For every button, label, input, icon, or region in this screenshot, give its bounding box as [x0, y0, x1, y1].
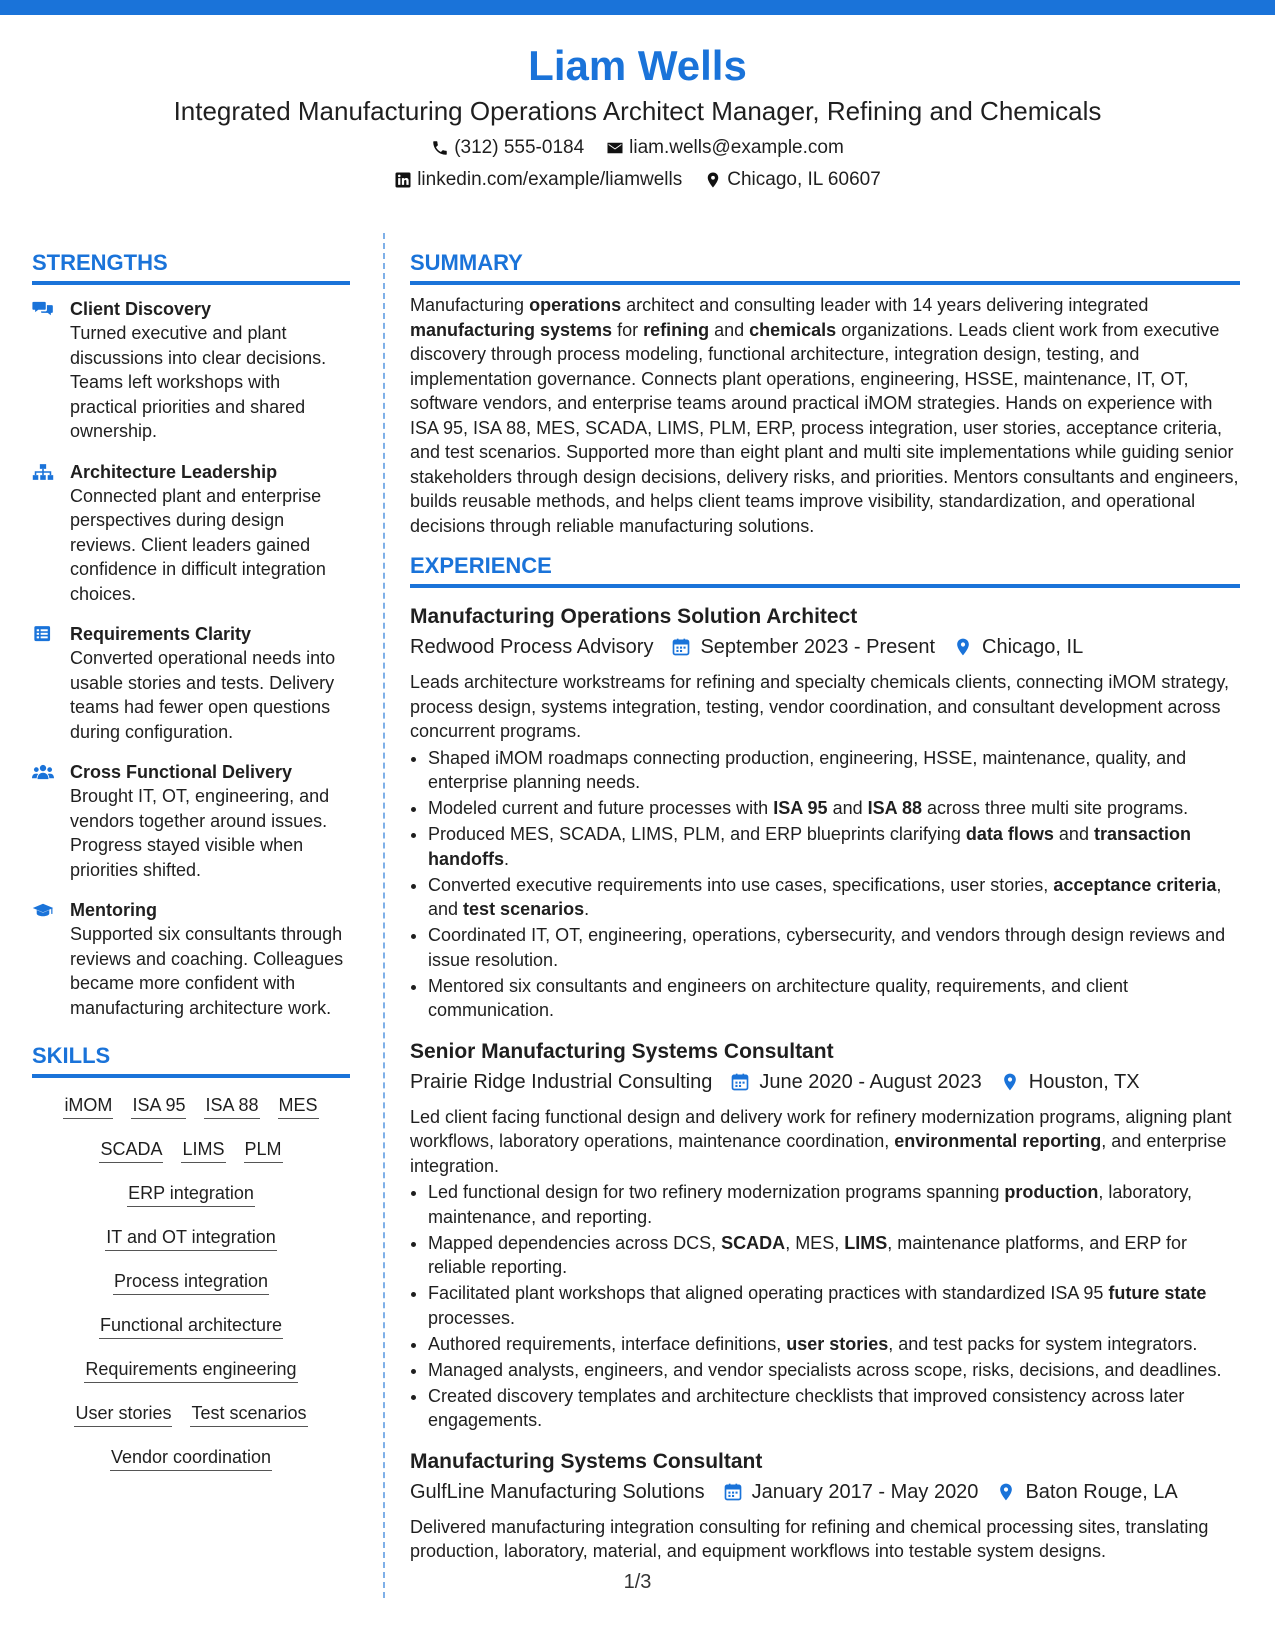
text-run: Led functional design for two refinery modernization programs spanning	[428, 1182, 1005, 1202]
bullet-item	[428, 1180, 1240, 1229]
skills-heading: SKILLS	[32, 1042, 350, 1078]
emphasis-text: operations	[529, 295, 622, 315]
skill-tag-isa-95: ISA 95	[131, 1092, 186, 1119]
skill-tag-plm: PLM	[244, 1136, 283, 1163]
bullet-item	[428, 923, 1240, 972]
strength-description: Brought IT, OT, engineering, and vendors together around issues. Progress stayed visible when priorities shifted.	[70, 786, 330, 880]
emphasis-text: SCADA	[721, 1232, 786, 1253]
job-dates	[723, 1477, 979, 1507]
text-run: organizations. Leads client work from executive discovery through process modeling, functional architecture, integration design, testing, and implementation governance. Connects plant operations, engineering, HSSE, maintenance, IT, OT, software vendors, and enterprise teams around practical iMOM strategies. Hands on experience with ISA 95, ISA 88, MES, SCADA, LIMS, PLM, ERP, process integration, user stories, acceptance criteria, and test scenarios. Supported more than eight plant and multi site implementations while guiding senior stakeholders through design decisions, delivery risks, and priorities. Mentors consultants and engineers, builds reusable methods, and helps client teams improve visibility, standardization, and operational decisions through reliable manufacturing solutions.	[410, 319, 1239, 536]
text-run: Modeled current and future processes with	[428, 798, 774, 818]
skills-section	[32, 1042, 350, 1471]
job-title: Manufacturing Systems Consultant	[410, 1449, 763, 1473]
job-location-text: Baton Rouge, LA	[1025, 1480, 1178, 1503]
emphasis-text: acceptance criteria	[1053, 874, 1217, 895]
comments-icon	[32, 297, 58, 444]
skill-tag-process-integration: Process integration	[113, 1268, 269, 1295]
text-run: Led client facing functional design and delivery work for refinery modernization programs, aligning plant workflows, laboratory operations, maintenance coordination,	[410, 1106, 1232, 1151]
strength-item-requirements-clarity	[32, 622, 350, 744]
strength-body	[70, 460, 350, 607]
text-run: , MES,	[785, 1232, 845, 1253]
summary-section	[410, 249, 1240, 538]
text-run: Produced MES, SCADA, LIMS, PLM, and ERP blueprints clarifying	[428, 824, 966, 844]
location-text: Chicago, IL 60607	[727, 169, 881, 190]
strength-item-architecture-leadership	[32, 460, 350, 607]
emphasis-text: data flows	[965, 824, 1054, 844]
phone-icon	[431, 139, 449, 157]
text-run: Leads architecture workstreams for refining and specialty chemicals clients, connecting iMOM strategy, process design, systems integration, testing, vendor coordination, and consultant development across concurrent programs.	[410, 672, 1230, 741]
job-location	[1000, 1067, 1140, 1097]
job-bullets	[410, 746, 1240, 1023]
strengths-heading: STRENGTHS	[32, 249, 350, 285]
text-run: Mapped dependencies across DCS,	[428, 1232, 722, 1253]
company-name: Prairie Ridge Industrial Consulting	[410, 1070, 713, 1093]
skill-row	[32, 1312, 350, 1339]
strength-description: Connected plant and enterprise perspectives during design reviews. Client leaders gained confidence in difficult integration choices.	[70, 485, 326, 604]
skill-row	[32, 1180, 350, 1207]
emphasis-text: environmental reporting	[894, 1131, 1102, 1151]
bullet-item	[428, 1332, 1240, 1357]
job-meta	[410, 632, 1240, 662]
emphasis-text: user stories	[786, 1333, 889, 1354]
strengths-section	[32, 249, 350, 1020]
strength-description: Turned executive and plant discussions into clear decisions. Teams left workshops with practical priorities and shared ownership.	[70, 323, 327, 441]
skill-tag-vendor-coordination: Vendor coordination	[110, 1444, 272, 1471]
company-name: Redwood Process Advisory	[410, 636, 654, 658]
envelope-icon	[606, 139, 624, 157]
contact-line-1	[0, 136, 1275, 160]
emphasis-text: future state	[1108, 1283, 1207, 1303]
email-contact[interactable]	[606, 136, 844, 160]
text-run: Converted executive requirements into use cases, specifications, user stories,	[428, 874, 1054, 895]
text-run: Manufacturing	[410, 295, 530, 315]
text-run: across three multi site programs.	[921, 798, 1189, 818]
text-run: , and	[428, 874, 1222, 919]
skill-row	[32, 1224, 350, 1251]
bullet-item	[428, 1281, 1240, 1330]
linkedin-text: linkedin.com/example/liamwells	[417, 169, 683, 190]
linkedin-contact[interactable]	[394, 168, 682, 192]
emphasis-text: chemicals	[749, 319, 837, 340]
contact-line-2	[0, 168, 1275, 192]
skill-tag-erp-integration: ERP integration	[127, 1180, 255, 1207]
text-run: Managed analysts, engineers, and vendor specialists across scope, risks, decisions, and deadlines.	[428, 1359, 1222, 1380]
job-entry	[410, 1447, 1240, 1564]
bullet-item	[428, 1231, 1240, 1280]
emphasis-text: ISA 88	[867, 798, 922, 818]
location-contact	[704, 168, 881, 192]
text-run: , maintenance platforms, and ERP for reliable reporting.	[428, 1232, 1188, 1277]
job-meta	[410, 1477, 1240, 1507]
text-run: , and enterprise integration.	[410, 1131, 1227, 1176]
text-run: Created discovery templates and architecture checklists that improved consistency across later engagements.	[428, 1385, 1185, 1430]
bullet-item	[428, 822, 1240, 871]
text-run: .	[504, 848, 510, 869]
summary-text	[410, 293, 1240, 538]
skill-list	[32, 1092, 350, 1471]
skill-tag-isa-88: ISA 88	[204, 1092, 259, 1119]
job-dates-text: September 2023 - Present	[700, 636, 936, 658]
strength-body	[70, 622, 350, 744]
map-pin-icon	[1000, 1072, 1020, 1092]
skill-tag-requirements-engineering: Requirements engineering	[84, 1356, 297, 1383]
job-list	[410, 602, 1240, 1564]
job-location-text: Houston, TX	[1028, 1070, 1140, 1093]
candidate-role: Integrated Manufacturing Operations Architect Manager, Refining and Chemicals	[173, 96, 1102, 126]
text-run: architect and consulting leader with 14 years delivering integrated	[621, 295, 1149, 315]
candidate-name: Liam Wells	[528, 42, 747, 89]
bullet-item	[428, 1384, 1240, 1433]
skill-tag-imom: iMOM	[63, 1092, 113, 1119]
job-location	[996, 1477, 1177, 1507]
bullet-item	[428, 1358, 1240, 1383]
text-run: and	[709, 319, 750, 340]
text-run: Mentored six consultants and engineers on architecture quality, requirements, and client communication.	[428, 975, 1129, 1020]
skill-tag-user-stories: User stories	[74, 1400, 172, 1427]
emphasis-text: transaction handoffs	[428, 824, 1191, 869]
users-icon	[32, 760, 58, 882]
list-icon	[32, 622, 58, 744]
strength-description: Converted operational needs into usable stories and tests. Delivery teams had fewer open questions during configuration.	[70, 648, 336, 742]
job-meta	[410, 1067, 1240, 1097]
emphasis-text: test scenarios	[463, 899, 585, 919]
strength-list	[32, 297, 350, 1020]
skill-tag-it-and-ot-integration: IT and OT integration	[105, 1224, 276, 1251]
job-dates	[730, 1067, 981, 1097]
bullet-item	[428, 974, 1240, 1023]
skill-row	[32, 1356, 350, 1383]
job-intro	[410, 1105, 1240, 1179]
job-dates	[671, 632, 935, 662]
job-intro	[410, 670, 1240, 744]
strength-title: Mentoring	[70, 900, 157, 920]
skill-tag-lims: LIMS	[181, 1136, 225, 1163]
strength-title: Requirements Clarity	[70, 624, 252, 644]
skill-tag-mes: MES	[278, 1092, 319, 1119]
skill-row	[32, 1444, 350, 1471]
skill-row	[32, 1400, 350, 1427]
strength-title: Architecture Leadership	[70, 461, 278, 482]
calendar-icon	[671, 637, 691, 657]
graduation-cap-icon	[32, 898, 58, 1020]
job-intro	[410, 1515, 1240, 1564]
text-run: Shaped iMOM roadmaps connecting production, engineering, HSSE, maintenance, quality, and enterprise planning needs.	[428, 747, 1187, 792]
linkedin-icon	[394, 171, 412, 189]
phone-contact[interactable]	[431, 136, 584, 160]
sitemap-icon	[32, 460, 58, 607]
emphasis-text: refining	[643, 319, 710, 340]
job-entry	[410, 602, 1240, 1023]
calendar-icon	[723, 1482, 743, 1502]
skill-tag-functional-architecture: Functional architecture	[99, 1312, 283, 1339]
map-pin-icon	[953, 637, 973, 657]
strength-title: Cross Functional Delivery	[70, 762, 293, 782]
top-accent-bar	[0, 0, 1275, 15]
text-run: , laboratory, maintenance, and reporting.	[428, 1182, 1193, 1227]
text-run: Authored requirements, interface definitions,	[428, 1333, 787, 1354]
bullet-item	[428, 796, 1240, 821]
skill-row	[32, 1268, 350, 1295]
skill-tag-scada: SCADA	[99, 1136, 163, 1163]
text-run: .	[584, 899, 590, 919]
skill-row	[32, 1136, 350, 1163]
bullet-item	[428, 746, 1240, 795]
experience-heading: EXPERIENCE	[410, 552, 1240, 588]
strength-title: Client Discovery	[70, 299, 212, 319]
company-name: GulfLine Manufacturing Solutions	[410, 1480, 705, 1503]
strength-item-cross-functional-delivery	[32, 760, 350, 882]
bullet-item	[428, 873, 1240, 922]
resume-header	[0, 40, 1275, 192]
job-bullets	[410, 1180, 1240, 1433]
text-run: and	[1053, 824, 1094, 844]
job-location-text: Chicago, IL	[982, 636, 1084, 658]
text-run: processes.	[428, 1307, 516, 1328]
text-run: , and test packs for system integrators.	[888, 1333, 1198, 1354]
text-run: Coordinated IT, OT, engineering, operations, cybersecurity, and vendors through design reviews and issue resolution.	[428, 925, 1226, 970]
job-title: Senior Manufacturing Systems Consultant	[410, 1039, 834, 1063]
job-title: Manufacturing Operations Solution Architect	[410, 605, 858, 628]
strength-body	[70, 760, 350, 882]
experience-section	[410, 552, 1240, 1564]
emphasis-text: manufacturing systems	[410, 319, 613, 340]
strength-body	[70, 898, 350, 1020]
job-entry	[410, 1037, 1240, 1433]
job-dates-text: June 2020 - August 2023	[759, 1070, 982, 1093]
emphasis-text: production	[1004, 1182, 1099, 1202]
summary-heading: SUMMARY	[410, 249, 1240, 285]
text-run: and	[827, 798, 868, 818]
skill-row	[32, 1092, 350, 1119]
text-run: Facilitated plant workshops that aligned operating practices with standardized ISA 95	[428, 1283, 1109, 1303]
strength-item-client-discovery	[32, 297, 350, 444]
job-dates-text: January 2017 - May 2020	[751, 1480, 979, 1503]
map-pin-icon	[996, 1482, 1016, 1502]
strength-body	[70, 297, 350, 444]
job-location	[953, 632, 1083, 662]
text-run: Delivered manufacturing integration consulting for refining and chemical processing sites, translating production, laboratory, material, and equipment workflows into testable system designs.	[410, 1516, 1209, 1561]
column-divider	[383, 233, 385, 1598]
strength-item-mentoring	[32, 898, 350, 1020]
emphasis-text: LIMS	[844, 1232, 888, 1253]
left-column	[32, 249, 350, 1488]
strength-description: Supported six consultants through reviews and coaching. Colleagues became more confident with manufacturing architecture work.	[70, 924, 344, 1018]
calendar-icon	[730, 1072, 750, 1092]
email-text: liam.wells@example.com	[629, 137, 844, 158]
map-pin-icon	[704, 171, 722, 189]
right-column	[410, 249, 1240, 1564]
text-run: for	[612, 319, 644, 340]
emphasis-text: ISA 95	[773, 798, 828, 818]
skill-tag-test-scenarios: Test scenarios	[190, 1400, 307, 1427]
phone-text: (312) 555-0184	[454, 137, 585, 158]
page-number: 1/3	[623, 1571, 652, 1593]
